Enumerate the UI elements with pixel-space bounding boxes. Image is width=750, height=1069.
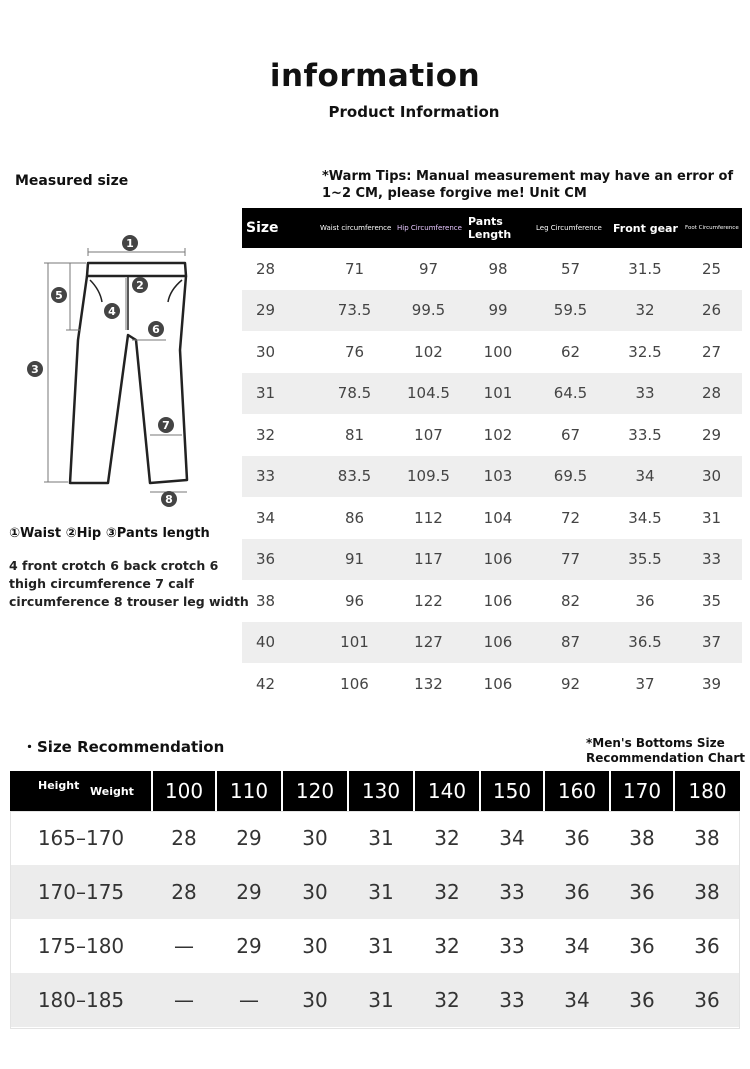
recommended-size: 30 [282, 865, 348, 919]
weight-header: 160 [544, 771, 610, 811]
size-recommendation-note: *Men's Bottoms Size Recommendation Chart [586, 736, 746, 765]
size-table-cell: 73.5 [316, 290, 393, 332]
size-table-cell: 26 [681, 290, 742, 332]
recommendation-row [10, 973, 740, 1027]
recommended-size: 32 [414, 919, 480, 973]
size-table-row [242, 622, 742, 664]
size-table-cell: 34 [609, 456, 681, 498]
weight-header: 100 [152, 771, 216, 811]
size-table-row [242, 331, 742, 373]
size-table-cell: 96 [344, 591, 365, 610]
size-table-cell: 35.5 [609, 539, 681, 581]
size-table-row [242, 290, 742, 332]
marker-8-label: 8 [165, 493, 173, 506]
recommendation-header [10, 771, 740, 811]
size-table-row [242, 414, 742, 456]
corner-weight: Weight [90, 785, 134, 798]
size-table-cell: 36.5 [609, 622, 681, 664]
pants-waistband [87, 263, 186, 276]
size-table-row [242, 248, 742, 290]
size-table-cell: 38 [256, 591, 276, 610]
weight-header: 120 [282, 771, 348, 811]
size-table-cell: 106 [340, 674, 369, 693]
height-range: 180–185 [10, 973, 152, 1027]
recommended-size: 30 [282, 973, 348, 1027]
recommended-size: 33 [480, 919, 544, 973]
recommendation-row [10, 865, 740, 919]
size-table-cell: 106 [464, 622, 532, 664]
size-table-cell: 25 [701, 259, 722, 278]
size-table-cell: 31 [242, 373, 316, 415]
size-table-cell: 106 [464, 539, 532, 581]
size-table-cell: 99.5 [393, 290, 464, 332]
size-table-cell: 67 [560, 425, 581, 444]
size-table-cell: 62 [560, 342, 581, 361]
recommended-size: 33 [480, 973, 544, 1027]
size-table-cell: 57 [560, 259, 581, 278]
size-table-cell: 98 [488, 259, 508, 278]
height-range: 165–170 [10, 811, 152, 865]
recommended-size: — [152, 973, 216, 1027]
size-table-cell: 106 [483, 674, 513, 693]
recommended-size: 36 [544, 811, 610, 865]
height-range: 175–180 [10, 919, 152, 973]
col-pants-length: Pants Length [464, 208, 532, 248]
size-table-cell: 81 [344, 425, 365, 444]
col-waist: Waist circumference [316, 208, 393, 248]
size-table-cell: 30 [681, 456, 742, 498]
marker-5-label: 5 [55, 289, 63, 302]
col-foot: Foot Circumference [681, 208, 742, 248]
size-table-cell: 109.5 [393, 456, 464, 498]
recommended-size: — [216, 973, 282, 1027]
size-table-cell: 30 [256, 342, 276, 361]
weight-header: 180 [674, 771, 740, 811]
size-table-cell: 117 [393, 539, 464, 581]
warm-tips: *Warm Tips: Manual measurement may have an error of 1~2 CM, please forgive me! Unit CM [322, 169, 734, 201]
pants-diagram [20, 230, 220, 520]
size-table-cell: 132 [414, 674, 443, 693]
size-table-cell: 82 [560, 591, 581, 610]
size-table-row [242, 580, 742, 622]
recommended-size: 36 [544, 865, 610, 919]
size-table-cell: 29 [701, 425, 722, 444]
marker-2-label: 2 [136, 279, 144, 292]
size-table-row [242, 539, 742, 581]
recommended-size: 32 [414, 973, 480, 1027]
recommended-size: 36 [610, 865, 674, 919]
size-table-cell: 78.5 [316, 373, 393, 415]
size-table-cell: 69.5 [532, 456, 609, 498]
size-table-cell: 102 [414, 342, 443, 361]
size-table-cell: 122 [414, 591, 443, 610]
size-table-row [242, 456, 742, 498]
size-table-cell: 29 [242, 290, 316, 332]
size-table-cell: 35 [701, 591, 722, 610]
size-table-cell: 33.5 [628, 425, 662, 444]
marker-3-label: 3 [31, 363, 39, 376]
size-table-cell: 33 [242, 456, 316, 498]
recommended-size: 36 [610, 973, 674, 1027]
size-table-cell: 64.5 [532, 373, 609, 415]
recommended-size: 33 [480, 865, 544, 919]
size-table-cell: 83.5 [316, 456, 393, 498]
size-table-cell: 33 [681, 539, 742, 581]
weight-header: 150 [480, 771, 544, 811]
legend-detail: 4 front crotch 6 back crotch 6 thigh circumference 7 calf circumference 8 trouser leg width [9, 558, 249, 609]
size-table-cell: 100 [483, 342, 513, 361]
size-table-cell: 104.5 [393, 373, 464, 415]
recommended-size: 28 [152, 865, 216, 919]
recommended-size: 31 [348, 865, 414, 919]
size-table-cell: 92 [560, 674, 581, 693]
recommended-size: 29 [216, 865, 282, 919]
recommended-size: 31 [348, 973, 414, 1027]
corner-height: Height [38, 779, 80, 792]
weight-header: 170 [610, 771, 674, 811]
col-front-gear: Front gear [609, 208, 681, 248]
size-table-cell: 107 [414, 425, 443, 444]
size-table-cell: 42 [256, 674, 276, 693]
size-table-cell: 37 [635, 674, 655, 693]
size-table-cell: 99 [464, 290, 532, 332]
recommended-size: 29 [216, 811, 282, 865]
size-table-row [242, 663, 742, 705]
size-table-cell: 127 [393, 622, 464, 664]
size-table [242, 208, 742, 705]
recommendation-table [10, 771, 740, 1027]
size-table-cell: 103 [464, 456, 532, 498]
size-table-cell: 91 [316, 539, 393, 581]
size-table-cell: 32.5 [628, 342, 662, 361]
recommended-size: 30 [282, 811, 348, 865]
height-range: 170–175 [10, 865, 152, 919]
size-table-cell: 101 [464, 373, 532, 415]
size-table-cell: 28 [681, 373, 742, 415]
size-table-cell: 72 [560, 508, 581, 527]
size-table-cell: 36 [635, 591, 655, 610]
col-hip: Hip Circumference [393, 208, 464, 248]
weight-header: 110 [216, 771, 282, 811]
size-table-cell: 34 [256, 508, 276, 527]
size-table-cell: 33 [609, 373, 681, 415]
size-table-cell: 28 [256, 259, 276, 278]
recommended-size: 28 [152, 811, 216, 865]
page-title: information [269, 58, 481, 94]
size-table-row [242, 497, 742, 539]
marker-4-label: 4 [108, 305, 116, 318]
recommended-size: 38 [610, 811, 674, 865]
corner-cell [10, 771, 152, 811]
size-table-cell: 77 [532, 539, 609, 581]
recommended-size: 36 [610, 919, 674, 973]
recommended-size: 32 [414, 811, 480, 865]
col-leg: Leg Circumference [532, 208, 609, 248]
size-table-row [242, 373, 742, 415]
recommended-size: 34 [480, 811, 544, 865]
weight-header: 140 [414, 771, 480, 811]
size-table-cell: 36 [242, 539, 316, 581]
recommended-size: 34 [544, 919, 610, 973]
page-subtitle: Product Information [328, 103, 500, 121]
recommended-size: 31 [348, 811, 414, 865]
recommended-size: 38 [674, 811, 740, 865]
marker-6-label: 6 [152, 323, 160, 336]
size-table-cell: 32 [256, 425, 276, 444]
size-table-cell: 104 [483, 508, 513, 527]
col-size: Size [242, 208, 316, 248]
size-table-cell: 86 [344, 508, 365, 527]
size-table-cell: 32 [609, 290, 681, 332]
size-table-cell: 34.5 [628, 508, 662, 527]
size-table-cell: 71 [344, 259, 365, 278]
size-table-cell: 37 [681, 622, 742, 664]
marker-1-label: 1 [126, 237, 134, 250]
recommended-size: 34 [544, 973, 610, 1027]
recommendation-row [10, 811, 740, 865]
recommended-size: 29 [216, 919, 282, 973]
size-table-cell: 101 [316, 622, 393, 664]
recommended-size: 30 [282, 919, 348, 973]
size-table-cell: 27 [701, 342, 722, 361]
legend-main: ①Waist ②Hip ③Pants length [9, 526, 210, 541]
size-table-cell: 40 [242, 622, 316, 664]
size-table-cell: 102 [483, 425, 513, 444]
size-table-cell: 112 [414, 508, 443, 527]
size-table-header [242, 208, 742, 248]
marker-7-label: 7 [162, 419, 170, 432]
recommended-size: — [152, 919, 216, 973]
size-table-cell: 106 [483, 591, 513, 610]
size-table-cell: 31.5 [628, 259, 662, 278]
size-table-cell: 39 [701, 674, 722, 693]
size-table-cell: 31 [701, 508, 722, 527]
recommended-size: 32 [414, 865, 480, 919]
size-table-cell: 97 [418, 259, 439, 278]
size-table-cell: 59.5 [532, 290, 609, 332]
size-table-cell: 87 [532, 622, 609, 664]
recommended-size: 36 [674, 919, 740, 973]
size-table-cell: 76 [344, 342, 365, 361]
measured-size-heading: Measured size [15, 173, 129, 189]
recommended-size: 38 [674, 865, 740, 919]
size-recommendation-heading: ・Size Recommendation [22, 738, 225, 756]
recommended-size: 36 [674, 973, 740, 1027]
weight-header: 130 [348, 771, 414, 811]
recommended-size: 31 [348, 919, 414, 973]
recommendation-row [10, 919, 740, 973]
